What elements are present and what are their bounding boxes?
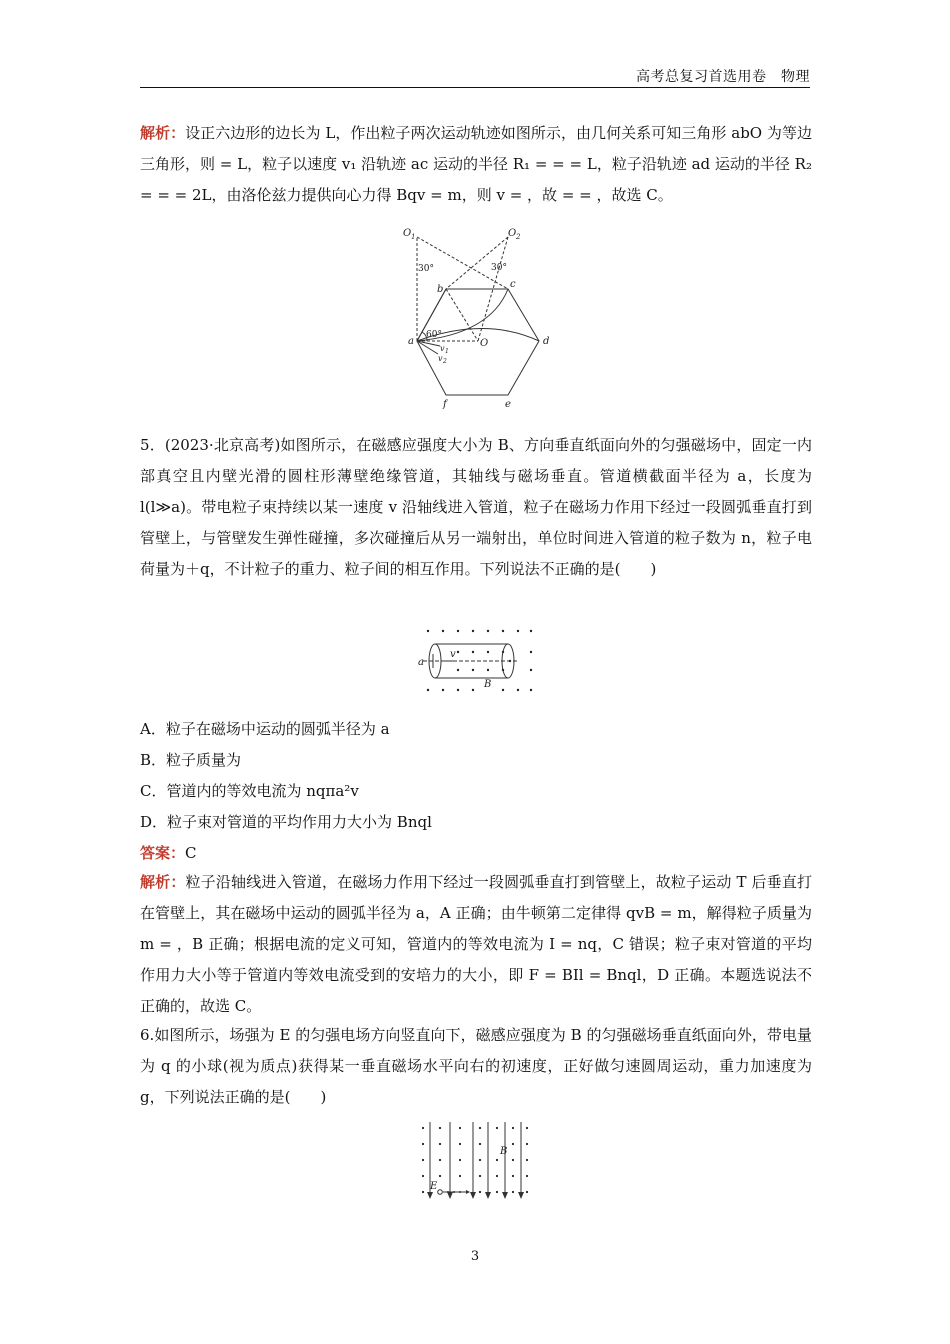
label-v2: v <box>438 354 443 363</box>
pipe-magnetic-field-figure <box>413 624 535 696</box>
svg-text:2: 2 <box>516 233 521 241</box>
q4-analysis-label: 解析： <box>140 124 186 142</box>
label-b: b <box>437 284 444 295</box>
q5-option-b: B．粒子质量为 <box>140 751 242 769</box>
electric-field-lines <box>430 1122 521 1196</box>
q5-analysis-label: 解析： <box>140 873 186 891</box>
label-f: f <box>443 399 447 410</box>
svg-text:1: 1 <box>445 348 449 355</box>
label-d: d <box>543 336 550 347</box>
q6-stem: 6.如图所示，场强为 E 的匀强电场方向竖直向下，磁感应强度为 B 的匀强磁场垂直纸面向外，带电量为 q 的小球(视为质点)获得某一垂直磁场水平向右的初速度，正好做匀速圆周运动，重力加速度为 g，下列说法正确的是( ) <box>140 1026 812 1106</box>
charged-ball <box>438 1190 443 1195</box>
hexagon-trajectory-figure <box>395 224 560 416</box>
label-B: B <box>500 1146 508 1157</box>
header-rule <box>140 87 810 88</box>
dashed-b-O <box>446 289 478 341</box>
magnetic-field-dots <box>422 1127 528 1193</box>
label-e: e <box>505 399 511 410</box>
label-O: O <box>480 338 489 349</box>
label-a: a <box>408 336 414 347</box>
svg-text:2: 2 <box>443 358 447 365</box>
label-v1: v <box>440 344 445 353</box>
q5-option-a: A．粒子在磁场中运动的圆弧半径为 a <box>140 720 390 738</box>
q4-analysis <box>140 118 812 211</box>
q5-stem: 5．(2023·北京高考)如图所示，在磁感应强度大小为 B、方向垂直纸面向外的匀强磁场中，固定一内部真空且内壁光滑的圆柱形薄壁绝缘管道，其轴线与磁场垂直。管道横截面半径为 a，长度为 l(l≫a)。带电粒子束持续以某一速度 v 沿轴线进入管道，粒子在磁场力作用下经过一段圆弧垂直打到管壁上，与管壁发生弹性碰撞，多次碰撞后从另一端射出，单位时间进入管道的粒子数为 n，粒子电荷量为＋q，不计粒子的重力、粒子间的相互作用。下列说法不正确的是( ) <box>140 436 812 578</box>
label-angle-30-right: 30° <box>491 263 507 273</box>
q5-answer-value: C <box>185 844 197 862</box>
q5-answer-label: 答案： <box>140 844 186 862</box>
page-number: 3 <box>470 1249 480 1264</box>
q5-option-c: C．管道内的等效电流为 nqπa²v <box>140 782 359 800</box>
q4-analysis-text: 设正六边形的边长为 L，作出粒子两次运动轨迹如图所示，由几何关系可知三角形 abO 为等边三角形，则 = L，粒子以速度 v₁ 沿轨迹 ac 运动的半径 R₁ = = = L，粒子沿轨迹 ad 运动的半径 R₂ = = = 2L，由洛伦兹力提供向心力得 Bqv = m，则 v = ，故 = = ，故选 C。 <box>140 124 812 204</box>
field-figure <box>418 1120 530 1202</box>
label-v: v <box>450 649 456 660</box>
label-angle-60: 60° <box>426 330 442 340</box>
label-O2: O <box>508 228 517 239</box>
q5-analysis <box>140 867 812 1022</box>
label-angle-30-left: 30° <box>418 264 434 274</box>
q5-analysis-text: 粒子沿轴线进入管道，在磁场力作用下经过一段圆弧垂直打到管壁上，故粒子运动 T 后垂直打在管壁上，其在磁场中运动的圆弧半径为 a，A 正确；由牛顿第二定律得 qvB = m，解得粒子质量为 m = ，B 正确；根据电流的定义可知，管道内的等效电流为 I = nq，C 错误；粒子束对管道的平均作用力大小等于管道内等效电流受到的安培力的大小，即 F = BIl = Bnql，D 正确。本题选说法不正确的，故选 C。 <box>140 873 812 1015</box>
svg-text:1: 1 <box>411 233 416 241</box>
hexagon <box>417 289 539 395</box>
label-c: c <box>510 279 516 290</box>
label-E: E <box>430 1181 438 1192</box>
label-a: a <box>418 657 424 668</box>
label-O1: O <box>403 228 412 239</box>
q5-option-d: D．粒子束对管道的平均作用力大小为 Bnql <box>140 813 432 831</box>
label-B: B <box>484 679 492 690</box>
q5-answer <box>140 842 197 863</box>
page-header: 高考总复习首选用卷 物理 <box>636 69 810 85</box>
